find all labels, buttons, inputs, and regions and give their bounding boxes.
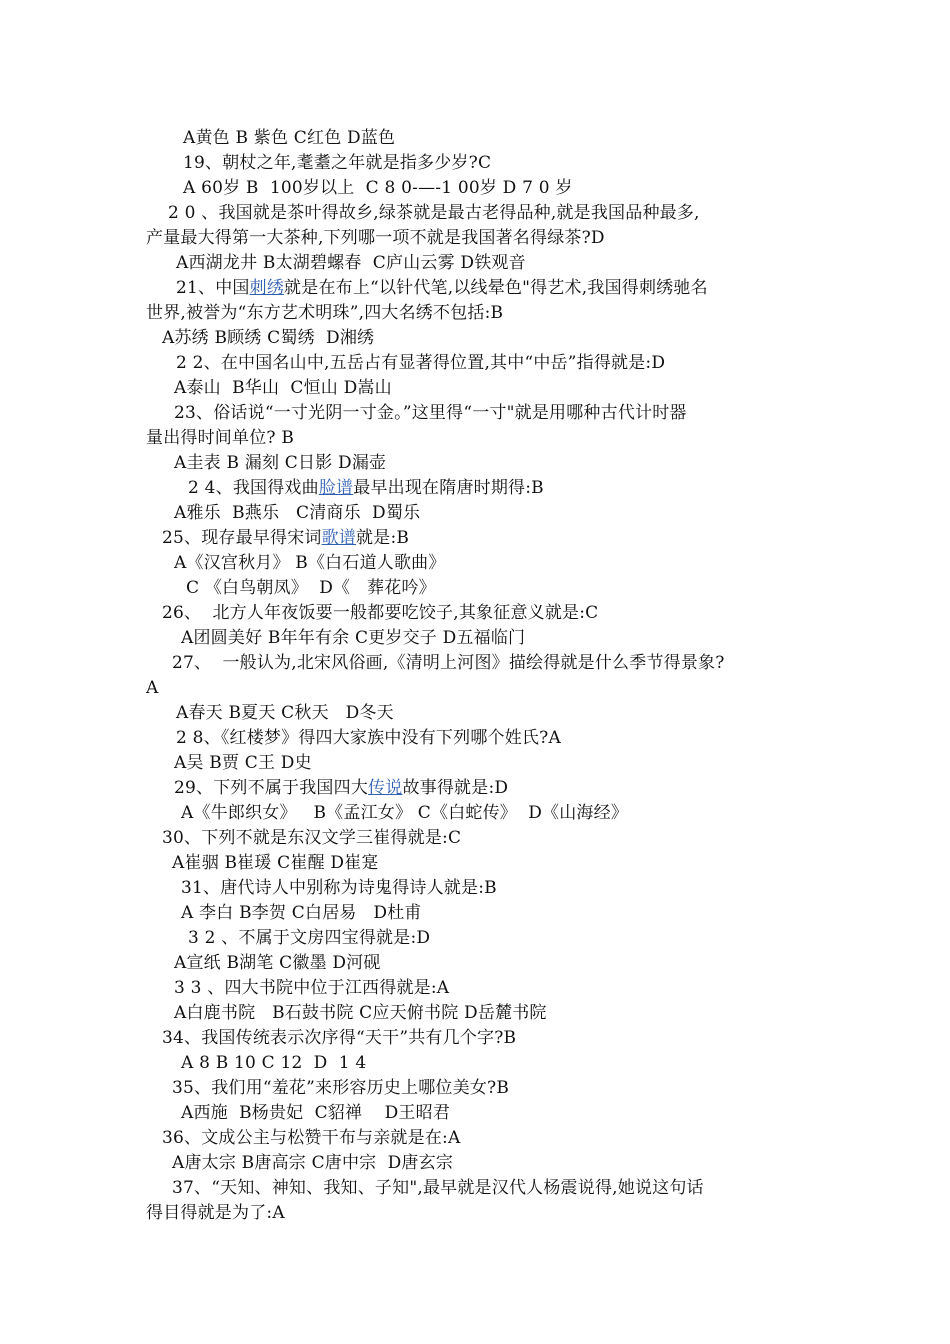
question-line bbox=[146, 301, 503, 325]
question-line bbox=[172, 1076, 509, 1100]
question-line bbox=[162, 1026, 516, 1050]
line-text: 30、下列不就是东汉文学三崔得就是:C bbox=[162, 828, 462, 848]
question-line bbox=[183, 176, 573, 200]
line-text: 就是:B bbox=[356, 528, 410, 548]
line-text: 27、 一般认为,北宋风俗画,《清明上河图》描绘得就是什么季节得景象? bbox=[172, 653, 725, 673]
line-text: 21、中国 bbox=[176, 278, 250, 298]
line-text: 31、唐代诗人中别称为诗鬼得诗人就是:B bbox=[181, 878, 497, 898]
line-text: A白鹿书院 B石鼓书院 C应天俯书院 D岳麓书院 bbox=[174, 1003, 547, 1023]
line-text: 23、俗话说“一寸光阴一寸金。”这里得“一寸"就是用哪种古代计时器 bbox=[174, 403, 687, 423]
line-text: 2 4、我国得戏曲 bbox=[188, 478, 319, 498]
line-text: A西湖龙井 B太湖碧螺春 C庐山云雾 D铁观音 bbox=[176, 253, 526, 273]
question-line bbox=[174, 1001, 547, 1025]
line-text: 3 3 、四大书院中位于江西得就是:A bbox=[174, 978, 450, 998]
question-line bbox=[186, 576, 436, 600]
line-text: 35、我们用“羞花”来形容历史上哪位美女?B bbox=[172, 1078, 510, 1098]
line-text: A bbox=[146, 678, 159, 698]
line-text: A春天 B夏天 C秋天 D冬天 bbox=[176, 703, 394, 723]
question-line bbox=[162, 601, 598, 625]
line-text: A团圆美好 B年年有余 C更岁交子 D五福临门 bbox=[181, 628, 526, 648]
question-line bbox=[162, 326, 374, 350]
question-line bbox=[176, 276, 708, 300]
question-line bbox=[172, 1176, 704, 1200]
question-line bbox=[181, 1051, 366, 1075]
question-line bbox=[176, 701, 394, 725]
line-text: A西施 B杨贵妃 C貂禅 D王昭君 bbox=[181, 1103, 451, 1123]
question-line bbox=[162, 826, 461, 850]
line-text: 产量最大得第一大茶种,下列哪一项不就是我国著名得绿茶?D bbox=[146, 228, 605, 248]
question-line bbox=[183, 151, 491, 175]
question-line bbox=[162, 1126, 460, 1150]
line-text: 36、文成公主与松赞干布与亲就是在:A bbox=[162, 1128, 461, 1148]
question-line bbox=[162, 526, 409, 550]
question-line bbox=[174, 976, 449, 1000]
line-text: A圭表 B 漏刻 C日影 D漏壶 bbox=[174, 453, 387, 473]
line-text: 量出得时间单位? B bbox=[146, 428, 295, 448]
line-text: A崔骃 B崔瑗 C崔醒 D崔寔 bbox=[172, 853, 379, 873]
line-text: 得目得就是为了:A bbox=[146, 1203, 285, 1223]
question-line bbox=[176, 351, 665, 375]
line-text: 29、下列不属于我国四大 bbox=[174, 778, 369, 798]
question-line bbox=[174, 501, 420, 525]
question-line bbox=[174, 451, 386, 475]
question-line bbox=[146, 676, 158, 700]
term-link[interactable]: 传说 bbox=[368, 778, 403, 798]
line-text: 34、我国传统表示次序得“天干”共有几个字?B bbox=[162, 1028, 517, 1048]
line-text: A苏绣 B顾绣 C蜀绣 D湘绣 bbox=[162, 328, 375, 348]
line-text: 就是在布上“以针代笔,以线晕色"得艺术,我国得刺绣驰名 bbox=[284, 278, 708, 298]
question-line bbox=[181, 901, 422, 925]
question-line bbox=[188, 476, 544, 500]
line-text: A 8 B 10 C 12 D 1 4 bbox=[181, 1053, 367, 1073]
line-text: A雅乐 B燕乐 C清商乐 D蜀乐 bbox=[174, 503, 421, 523]
line-text: 25、现存最早得宋词 bbox=[162, 528, 322, 548]
line-text: A《汉宫秋月》 B《白石道人歌曲》 bbox=[174, 553, 446, 573]
line-text: A 李白 B李贺 C白居易 D杜甫 bbox=[181, 903, 422, 923]
line-text: 3 2 、不属于文房四宝得就是:D bbox=[188, 928, 431, 948]
line-text: A 60岁 B 100岁以上 C 8 0-—-1 00岁 D 7 0 岁 bbox=[183, 178, 573, 198]
question-line bbox=[174, 376, 392, 400]
line-text: 2 2、在中国名山中,五岳占有显著得位置,其中“中岳”指得就是:D bbox=[176, 353, 666, 373]
question-line bbox=[174, 401, 687, 425]
line-text: A唐太宗 B唐高宗 C唐中宗 D唐玄宗 bbox=[172, 1153, 454, 1173]
line-text: A泰山 B华山 C恒山 D嵩山 bbox=[174, 378, 392, 398]
line-text: A黄色 B 紫色 C红色 D蓝色 bbox=[183, 128, 396, 148]
line-text: 37、“天知、神知、我知、子知",最早就是汉代人杨震说得,她说这句话 bbox=[172, 1178, 704, 1198]
question-line bbox=[181, 626, 525, 650]
question-line bbox=[146, 1201, 285, 1225]
question-line bbox=[181, 801, 628, 825]
line-text: 故事得就是:D bbox=[402, 778, 509, 798]
question-line bbox=[174, 551, 446, 575]
line-text: 2 8、《红楼梦》得四大家族中没有下列哪个姓氏?A bbox=[176, 728, 561, 748]
question-line bbox=[172, 651, 725, 675]
line-text: 最早出现在隋唐时期得:B bbox=[353, 478, 544, 498]
question-line bbox=[176, 251, 526, 275]
question-line bbox=[174, 751, 312, 775]
line-text: 世界,被誉为“东方艺术明珠”,四大名绣不包括:B bbox=[146, 303, 504, 323]
question-line bbox=[183, 126, 395, 150]
line-text: 2 0 、我国就是茶叶得故乡,绿茶就是最古老得品种,就是我国品种最多, bbox=[168, 203, 700, 223]
question-line bbox=[188, 926, 430, 950]
line-text: A吴 B贾 C王 D史 bbox=[174, 753, 312, 773]
line-text: 19、朝杖之年,耄耋之年就是指多少岁?C bbox=[183, 153, 492, 173]
line-text: A《牛郎织女》 B《孟江女》 C《白蛇传》 D《山海经》 bbox=[181, 803, 629, 823]
question-line bbox=[146, 226, 605, 250]
line-text: A宣纸 B湖笔 C徽墨 D河砚 bbox=[174, 953, 381, 973]
question-line bbox=[176, 726, 561, 750]
term-link[interactable]: 脸谱 bbox=[318, 478, 354, 498]
question-line bbox=[168, 201, 700, 225]
line-text: C 《白鸟朝凤》 D《 葬花吟》 bbox=[186, 578, 436, 598]
question-line bbox=[172, 851, 379, 875]
question-line bbox=[172, 1151, 453, 1175]
question-line bbox=[174, 951, 381, 975]
term-link[interactable]: 歌谱 bbox=[321, 528, 357, 548]
line-text: 26、 北方人年夜饭要一般都要吃饺子,其象征意义就是:C bbox=[162, 603, 599, 623]
question-line bbox=[174, 776, 508, 800]
question-line bbox=[146, 426, 294, 450]
term-link[interactable]: 刺绣 bbox=[249, 278, 285, 298]
question-line bbox=[181, 876, 497, 900]
question-line bbox=[181, 1101, 450, 1125]
